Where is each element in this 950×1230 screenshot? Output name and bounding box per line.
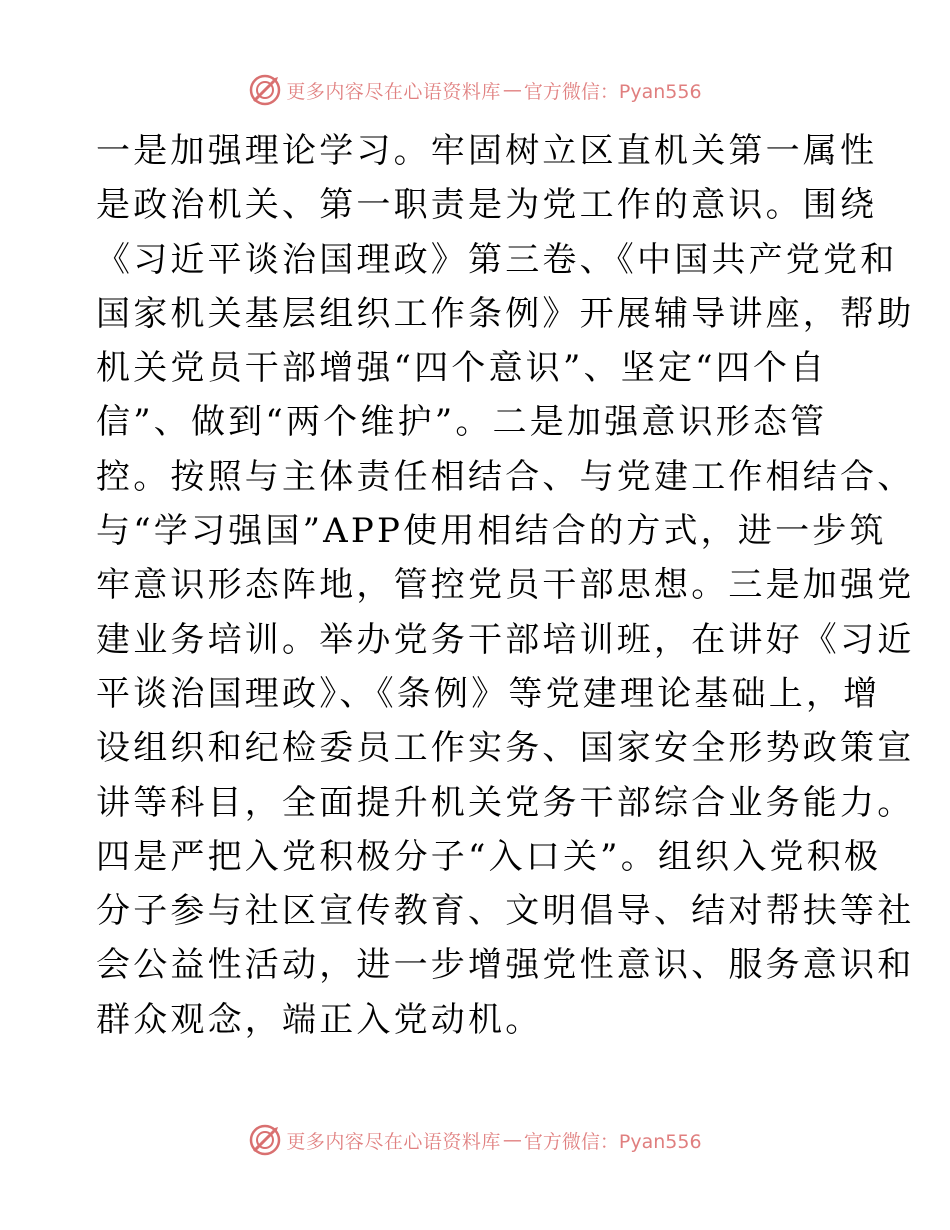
footer-banner-text: 更多内容尽在心语资料库 xyxy=(286,1130,501,1153)
body-line: 会公益性活动，进一步增强党性意识、服务意识和 xyxy=(96,945,915,986)
body-line: 群众观念，端正入党动机。 xyxy=(96,999,543,1040)
footer-banner xyxy=(0,1120,950,1160)
body-line: 与“学习强国”APP使用相结合的方式，进一步筑 xyxy=(96,511,887,552)
body-line: 建业务培训。举办党务干部培训班，在讲好《习近 xyxy=(96,619,915,660)
footer-banner-separator: — xyxy=(502,1129,522,1151)
body-line: 平谈治国理政》、《条例》等党建理论基础上，增 xyxy=(96,673,881,714)
brand-logo-icon xyxy=(248,73,282,107)
body-line: 设组织和纪检委员工作实务、国家安全形势政策宣 xyxy=(96,728,915,769)
body-line: 机关党员干部增强“四个意识”、坚定“四个自 xyxy=(96,348,828,389)
body-line: 四是严把入党积极分子“入口关”。组织入党积极 xyxy=(96,836,882,877)
header-banner-separator: — xyxy=(502,79,522,101)
header-banner xyxy=(0,70,950,110)
header-banner-wechat: 官方微信：Pyan556 xyxy=(523,80,702,103)
body-line: 分子参与社区宣传教育、文明倡导、结对帮扶等社 xyxy=(96,891,915,932)
body-line: 讲等科目，全面提升机关党务干部综合业务能力。 xyxy=(96,782,915,823)
brand-logo-icon xyxy=(248,1123,282,1157)
document-body xyxy=(96,124,915,1047)
body-line: 国家机关基层组织工作条例》开展辅导讲座，帮助 xyxy=(96,293,915,334)
body-line: 《习近平谈治国理政》第三卷、《中国共产党党和 xyxy=(96,239,898,280)
body-line: 一是加强理论学习。牢固树立区直机关第一属性 xyxy=(96,131,878,171)
header-banner-text: 更多内容尽在心语资料库 xyxy=(286,80,501,103)
footer-banner-wechat: 官方微信：Pyan556 xyxy=(523,1130,702,1153)
body-line: 牢意识形态阵地，管控党员干部思想。三是加强党 xyxy=(96,565,915,606)
body-line: 控。按照与主体责任相结合、与党建工作相结合、 xyxy=(96,456,915,497)
body-line: 信”、做到“两个维护”。二是加强意识形态管 xyxy=(96,402,828,443)
body-line: 是政治机关、第一职责是为党工作的意识。围绕 xyxy=(96,185,878,226)
